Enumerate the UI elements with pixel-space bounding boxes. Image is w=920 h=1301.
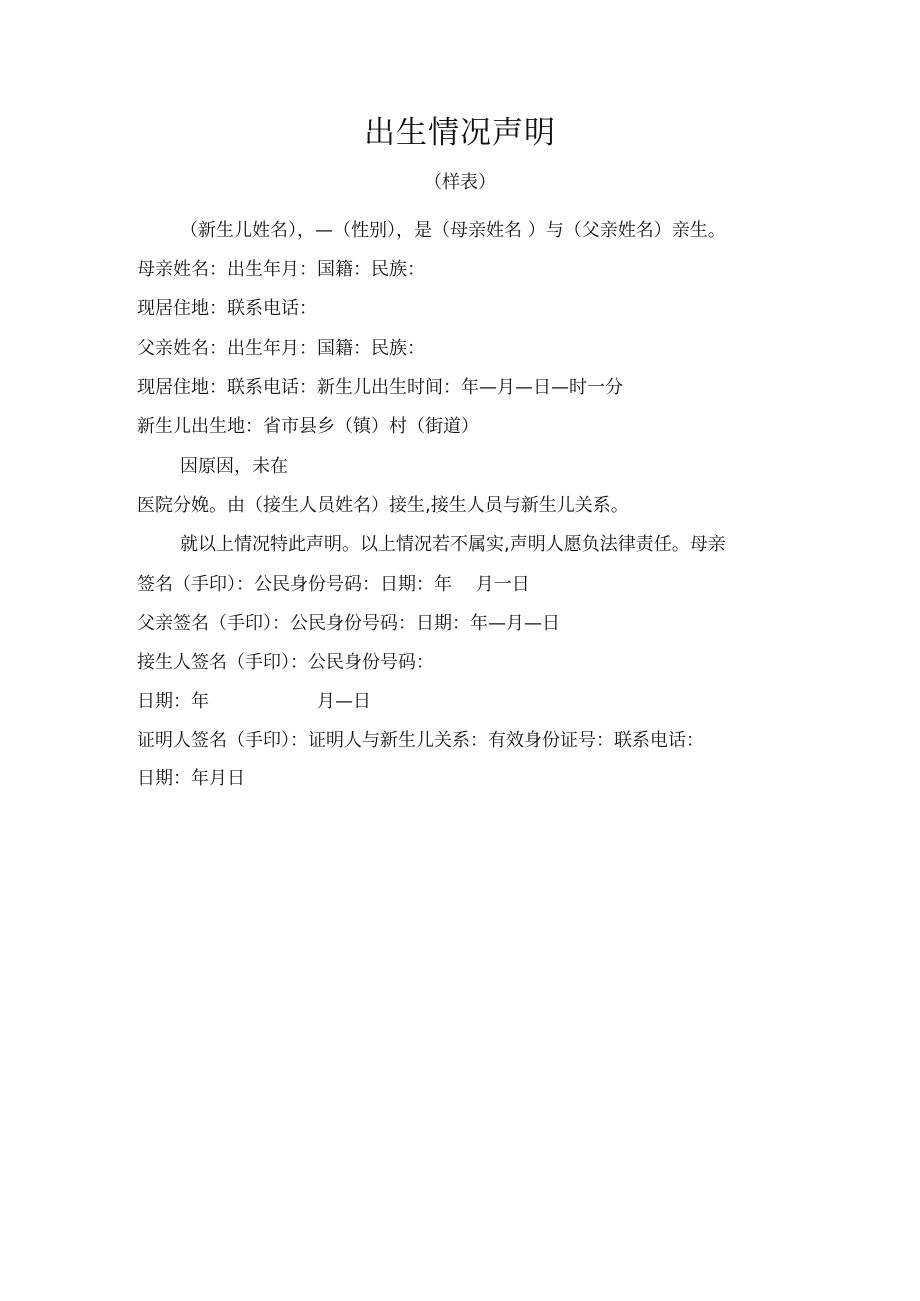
statement-line-reason: 因原因，未在: [180, 456, 288, 477]
document-title: 出生情况声明: [364, 115, 556, 151]
statement-line-witness-signature: 证明人签名（手印）：证明人与新生儿关系：有效身份证号：联系电话：: [137, 730, 704, 751]
statement-line-newborn: （新生儿姓名），—（性别），是（母亲姓名 ）与（父亲姓名）亲生。: [180, 220, 726, 241]
statement-line-birthplace: 新生儿出生地：省市县乡（镇）村（街道）: [137, 416, 479, 437]
statement-line-mother-signature: 签名（手印）：公民身份号码：日期：年 月一日: [137, 574, 530, 595]
statement-line-midwife-date: 日期：年 月—日: [137, 691, 371, 712]
statement-line-declaration: 就以上情况特此声明。以上情况若不属实,声明人愿负法律责任。母亲: [180, 534, 726, 555]
statement-line-witness-date: 日期：年月日: [137, 768, 245, 789]
statement-line-mother-info: 母亲姓名：出生年月：国籍：民族：: [137, 259, 425, 280]
statement-line-mother-address: 现居住地：联系电话：: [137, 298, 317, 319]
document-subtitle: （样表）: [424, 172, 496, 193]
statement-line-father-address: 现居住地：联系电话：新生儿出生时间：年—月—日—时一分: [137, 377, 623, 398]
statement-line-midwife-signature: 接生人签名（手印）：公民身份号码：: [137, 652, 434, 673]
statement-line-delivery: 医院分娩。由（接生人员姓名）接生,接生人员与新生儿关系。: [137, 495, 629, 516]
statement-line-father-info: 父亲姓名：出生年月：国籍：民族：: [137, 338, 425, 359]
statement-line-father-signature: 父亲签名（手印）：公民身份号码：日期：年—月—日: [137, 613, 560, 634]
